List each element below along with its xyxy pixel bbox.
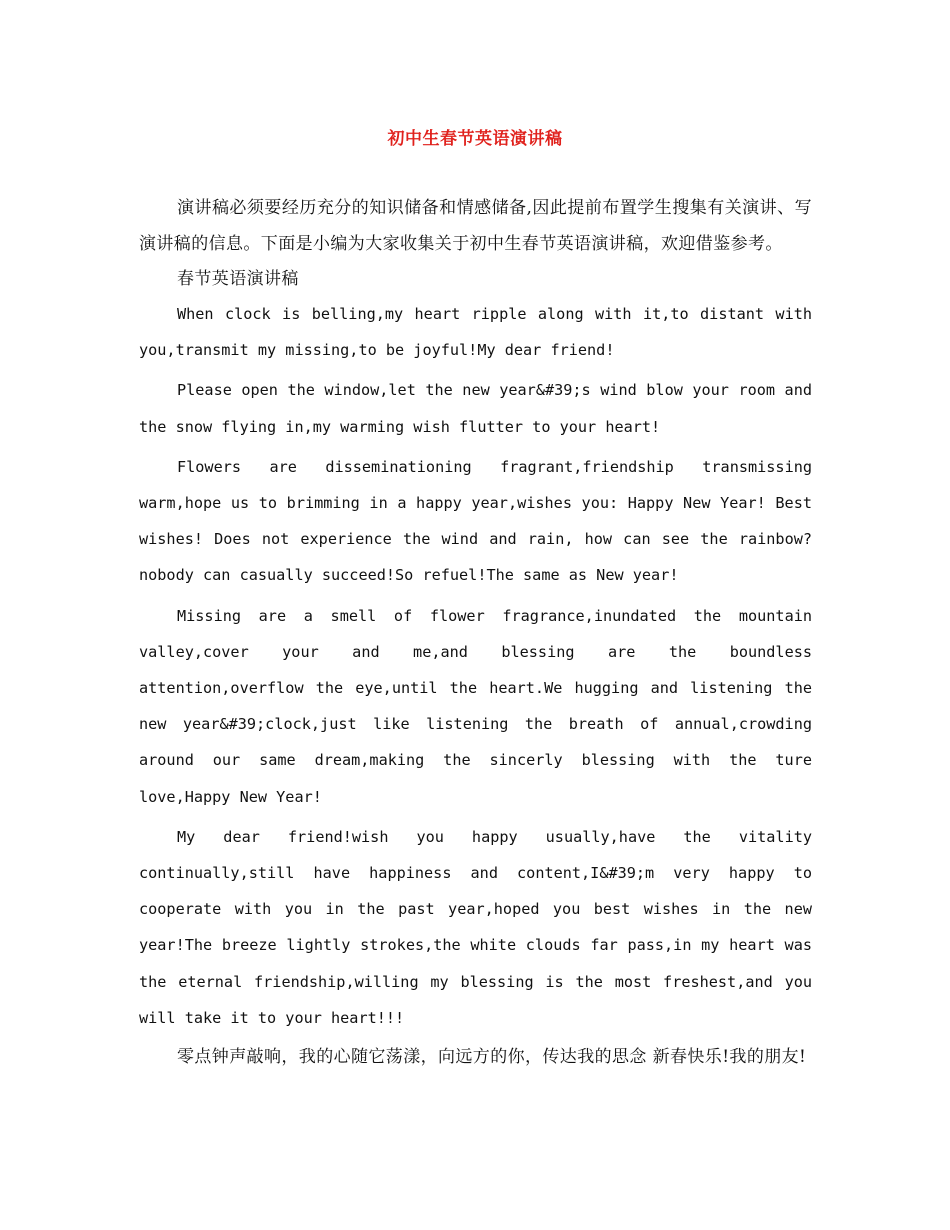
speech-paragraph-5: My dear friend!wish you happy usually,have the vitality continually,still have happiness and content,I&#39;m very happy to cooperate with you in the past year,hoped you best wishes in the new year!The breeze lightly strokes,the white clouds far pass,in my heart was the eternal friendship,willing my blessing is the most freshest,and you will take it to your heart!!! [139,827,812,1027]
speech-paragraph-2: Please open the window,let the new year&#39;s wind blow your room and the snow flying in,my warming wish flutter to your heart! [139,381,812,436]
document-body [139,190,812,1074]
speech-paragraph-3: Flowers are disseminationing fragrant,friendship transmissing warm,hope us to brimming in a happy year,wishes you: Happy New Year! Best wishes! Does not experience the wind and rain, how can see the rainbow?nobody can casually succeed!So refuel!The same as New year! [139,457,812,585]
speech-paragraph-4: Missing are a smell of flower fragrance,inundated the mountain valley,cover your and me,and blessing are the boundless attention,overflow the eye,until the heart.We hugging and listening the new year&#39;clock,just like listening the breath of annual,crowding around our same dream,making the sincerly blessing with the ture love,Happy New Year! [139,606,812,806]
speech-paragraph-1: When clock is belling,my heart ripple along with it,to distant with you,transmit my missing,to be joyful!My dear friend! [139,305,812,360]
page-title: 初中生春节英语演讲稿 [387,129,563,149]
intro-paragraph: 演讲稿必须要经历充分的知识储备和情感储备,因此提前布置学生搜集有关演讲、写演讲稿的信息。下面是小编为大家收集关于初中生春节英语演讲稿，欢迎借鉴参考。 [139,198,812,254]
section-heading: 春节英语演讲稿 [177,269,299,289]
closing-paragraph: 零点钟声敲响，我的心随它荡漾，向远方的你，传达我的思念 新春快乐!我的朋友! [177,1047,807,1068]
